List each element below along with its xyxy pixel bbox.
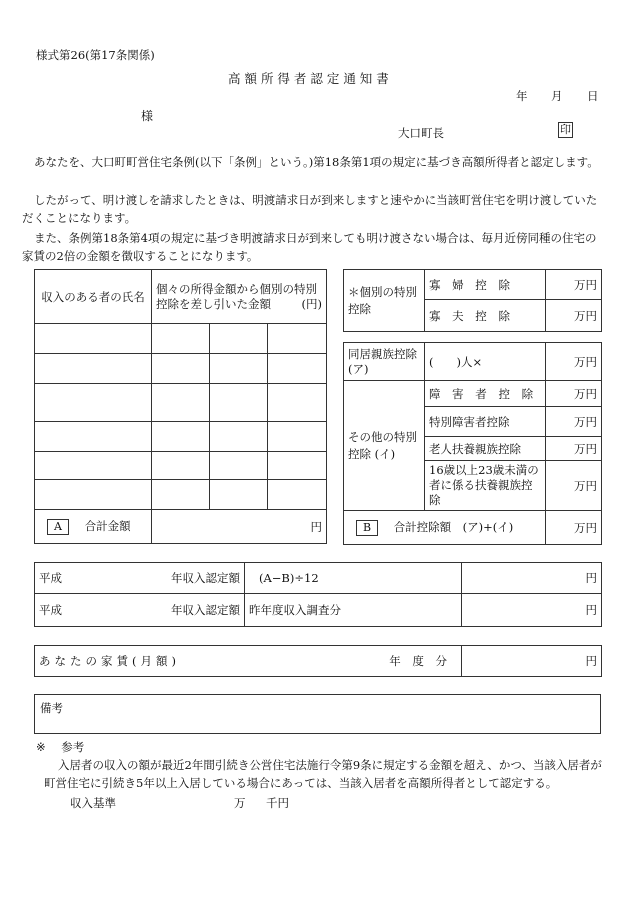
- col-header-name: 収入のある者の氏名: [35, 270, 152, 324]
- name-cell[interactable]: [35, 452, 152, 480]
- remarks-box[interactable]: [34, 694, 601, 734]
- amount-cell[interactable]: [268, 324, 327, 354]
- income-basis-label: 収入基準: [70, 796, 116, 810]
- rent-fiscal-year: 年 度 分: [389, 654, 451, 668]
- youth-deduction-value[interactable]: 万円: [546, 461, 602, 511]
- income-row-2-value[interactable]: 円: [462, 594, 602, 627]
- seal-mark: 印: [560, 123, 571, 136]
- rent-table: [34, 645, 602, 677]
- widower-deduction-value[interactable]: 万円: [546, 300, 602, 332]
- remarks-label: 備考: [40, 701, 63, 715]
- rent-label-cell: あなたの家賃(月額) 年 度 分: [35, 646, 462, 677]
- income-row-1-formula: (A−B)÷12: [245, 563, 462, 594]
- date-month-label: 月: [551, 89, 563, 103]
- elderly-deduction-label: 老人扶養親族控除: [425, 437, 546, 461]
- amount-cell[interactable]: [268, 422, 327, 452]
- income-row-2-formula: 昨年度収入調査分: [245, 594, 462, 627]
- rent-value[interactable]: 円: [462, 646, 602, 677]
- reference-text: 入居者の収入の額が最近2年間引続き公営住宅法施行令第9条に規定する金額を超え、かつ、当該入居者が町営住宅に引続き5年以上入居している場合にあっては、当該入居者を高額所得者として認定する。: [44, 758, 602, 790]
- income-row-1-value[interactable]: 円: [462, 563, 602, 594]
- box-b: B: [356, 520, 378, 536]
- income-basis-sen: 千円: [266, 796, 289, 810]
- income-basis-man: 万: [234, 796, 246, 810]
- amount-cell[interactable]: [152, 422, 210, 452]
- total-b-value[interactable]: 万円: [546, 511, 602, 545]
- widow-deduction-value[interactable]: 万円: [546, 270, 602, 300]
- name-cell[interactable]: [35, 324, 152, 354]
- disability-deduction-value[interactable]: 万円: [546, 381, 602, 407]
- income-row-1-label: 平成 年収入認定額: [35, 563, 245, 594]
- disability-deduction-label: 障 害 者 控 除: [425, 381, 546, 407]
- name-cell[interactable]: [35, 422, 152, 452]
- issuer-name: 大口町長: [398, 126, 444, 140]
- amount-cell[interactable]: [210, 452, 268, 480]
- widow-deduction-label: 寡 婦 控 除: [425, 270, 546, 300]
- date-year-label: 年: [516, 89, 528, 103]
- amount-cell[interactable]: [152, 452, 210, 480]
- widower-deduction-label: 寡 夫 控 除: [425, 300, 546, 332]
- amount-cell[interactable]: [268, 384, 327, 422]
- box-a: A: [47, 519, 69, 535]
- amount-cell[interactable]: [268, 452, 327, 480]
- amount-cell[interactable]: [210, 324, 268, 354]
- reference-heading: [36, 739, 84, 755]
- body-paragraph-1: あなたを、大口町町営住宅条例(以下「条例」という。)第18条第1項の規定に基づき高額所得者と認定します。: [34, 155, 599, 169]
- elderly-deduction-value[interactable]: 万円: [546, 437, 602, 461]
- total-b-label-cell: B 合計控除額 (ア)+(イ): [344, 511, 546, 545]
- amount-cell[interactable]: [210, 422, 268, 452]
- form-number: 様式第26(第17条関係): [36, 48, 155, 62]
- body-paragraph-3: また、条例第18条第4項の規定に基づき明渡請求日が到来しても明け渡さない場合は、毎月近傍同種の住宅の家賃の2倍の金額を徴収することになります。: [22, 231, 597, 263]
- income-row-2-label: 平成 年収入認定額: [35, 594, 245, 627]
- amount-cell[interactable]: [210, 480, 268, 510]
- cohabit-deduction-label: 同居親族控除(ア): [344, 343, 425, 381]
- col-header-amount: 個々の所得金額から個別の特別控除を差し引いた金額 (円): [152, 270, 327, 324]
- total-a-label-cell: A 合計金額: [35, 510, 152, 544]
- other-deduction-table: [343, 342, 602, 545]
- amount-cell[interactable]: [268, 354, 327, 384]
- income-table: [34, 269, 327, 544]
- total-a-value[interactable]: 円: [152, 510, 327, 544]
- amount-cell[interactable]: [152, 384, 210, 422]
- youth-deduction-label: 16歳以上23歳未満の者に係る扶養親族控除: [425, 461, 546, 511]
- special-deduction-label: ＊個別の特別控除: [344, 270, 425, 332]
- amount-cell[interactable]: [152, 324, 210, 354]
- name-cell[interactable]: [35, 480, 152, 510]
- date-day-label: 日: [587, 89, 599, 103]
- amount-cell[interactable]: [152, 354, 210, 384]
- cohabit-deduction-count[interactable]: ( )人×: [425, 343, 546, 381]
- special-deduction-table: [343, 269, 602, 332]
- name-cell[interactable]: [35, 354, 152, 384]
- other-deduction-label: その他の特別控除 (イ): [344, 381, 425, 511]
- addressee-suffix: 様: [141, 109, 154, 123]
- special-disability-deduction-label: 特別障害者控除: [425, 407, 546, 437]
- body-paragraph-2: したがって、明け渡しを請求したときは、明渡請求日が到来しますと速やかに当該町営住宅を明け渡していただくことになります。: [22, 193, 598, 225]
- document-title: 高 額 所 得 者 認 定 通 知 書: [228, 71, 389, 86]
- name-cell[interactable]: [35, 384, 152, 422]
- reference-label: 参考: [61, 740, 85, 754]
- amount-cell[interactable]: [152, 480, 210, 510]
- amount-cell[interactable]: [210, 384, 268, 422]
- income-recognition-table: [34, 562, 602, 627]
- amount-cell[interactable]: [210, 354, 268, 384]
- special-disability-deduction-value[interactable]: 万円: [546, 407, 602, 437]
- amount-cell[interactable]: [268, 480, 327, 510]
- cohabit-deduction-value[interactable]: 万円: [546, 343, 602, 381]
- reference-mark: ※: [36, 740, 46, 754]
